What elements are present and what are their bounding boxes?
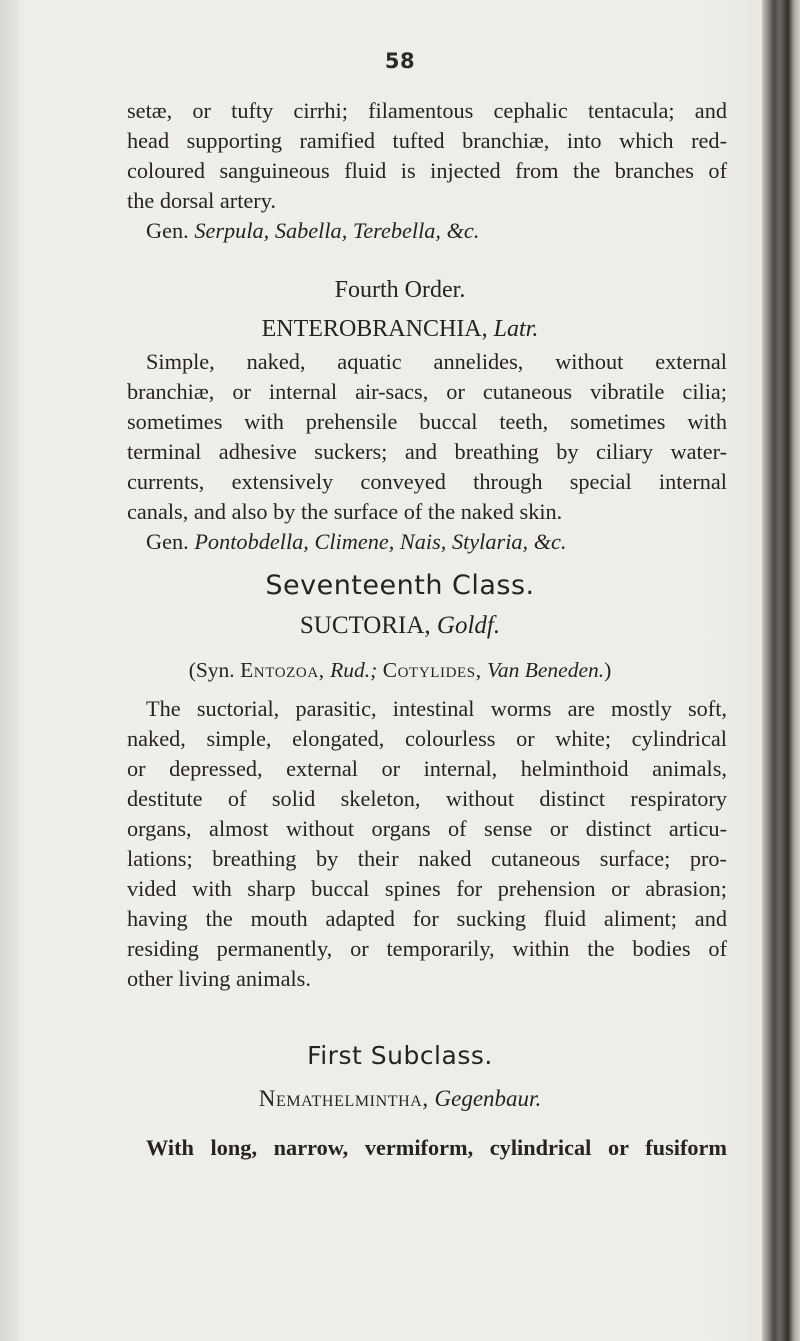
class-name-line (0, 612, 800, 640)
serpulid-description (127, 96, 727, 246)
subclass-heading: First Subclass. (307, 1041, 493, 1070)
synonym-authority-rud: Rud.; (330, 658, 378, 682)
order-heading: Fourth Order. (334, 277, 466, 303)
text-line: The suctorial, parasitic, intestinal worms are mostly soft, (146, 696, 727, 721)
text-line: branchiæ, or internal air-sacs, or cutaneous vibratile cilia; (127, 379, 727, 404)
order-name-line (0, 316, 800, 343)
text-line: sometimes with prehensile buccal teeth, sometimes with (127, 409, 727, 434)
genera-list: Pontobdella, Climene, Nais, Stylaria, &c. (194, 529, 567, 554)
subclass-name-line (0, 1086, 800, 1112)
class-heading: Seventeenth Class. (265, 570, 535, 601)
text-line: organs, almost without organs of sense or distinct articu- (127, 816, 727, 841)
text-line: destitute of solid skeleton, without distinct respiratory (127, 786, 727, 811)
text-line: the dorsal artery. (127, 188, 276, 213)
subclass-description (127, 1133, 727, 1163)
text-line: lations; breathing by their naked cutaneous surface; pro- (127, 846, 727, 871)
subclass-authority: Gegenbaur. (434, 1086, 542, 1111)
text-line: naked, simple, elongated, colourless or white; cylindrical (127, 726, 727, 751)
text-line: head supporting ramified tufted branchiæ, into which red- (127, 128, 727, 153)
text-line: canals, and also by the surface of the naked skin. (127, 499, 563, 524)
text-line: coloured sanguineous fluid is injected from the branches of (127, 158, 727, 183)
text-line: having the mouth adapted for sucking fluid aliment; and (127, 906, 727, 931)
genera-list: Serpula, Sabella, Terebella, &c. (194, 218, 480, 243)
genera-line (127, 527, 727, 557)
page-number: 58 (384, 49, 416, 73)
text-line: setæ, or tufty cirrhi; filamentous cephalic tentacula; and (127, 98, 727, 123)
genera-prefix: Gen. (146, 529, 189, 554)
text-line: vided with sharp buccal spines for prehension or abrasion; (127, 876, 727, 901)
genera-prefix: Gen. (146, 218, 189, 243)
text-line: other living animals. (127, 966, 311, 991)
text-line: or depressed, external or internal, helminthoid animals, (127, 756, 727, 781)
synonym-entozoa: Entozoa, (240, 658, 325, 682)
synonyms-open: (Syn. (188, 658, 235, 682)
class-description (127, 694, 727, 994)
subclass-name: Nemathelmintha, (258, 1086, 429, 1111)
synonym-cotylides: Cotylides, (382, 658, 482, 682)
text-line: With long, narrow, vermiform, cylindrical or fusiform (146, 1135, 727, 1160)
class-authority: Goldf. (436, 612, 501, 639)
class-name: SUCTORIA, (299, 612, 431, 639)
order-description (127, 347, 727, 557)
synonyms-line (0, 658, 800, 683)
order-name: ENTEROBRANCHIA, (261, 316, 488, 342)
text-line: currents, extensively conveyed through special internal (127, 469, 727, 494)
synonym-authority-van-beneden: Van Beneden. (487, 658, 605, 682)
synonyms-close: ) (604, 658, 612, 682)
text-line: Simple, naked, aquatic annelides, without external (146, 349, 727, 374)
genera-line (127, 216, 727, 246)
text-line: residing permanently, or temporarily, within the bodies of (127, 936, 727, 961)
text-line: terminal adhesive suckers; and breathing by ciliary water- (127, 439, 727, 464)
order-authority: Latr. (493, 316, 539, 342)
